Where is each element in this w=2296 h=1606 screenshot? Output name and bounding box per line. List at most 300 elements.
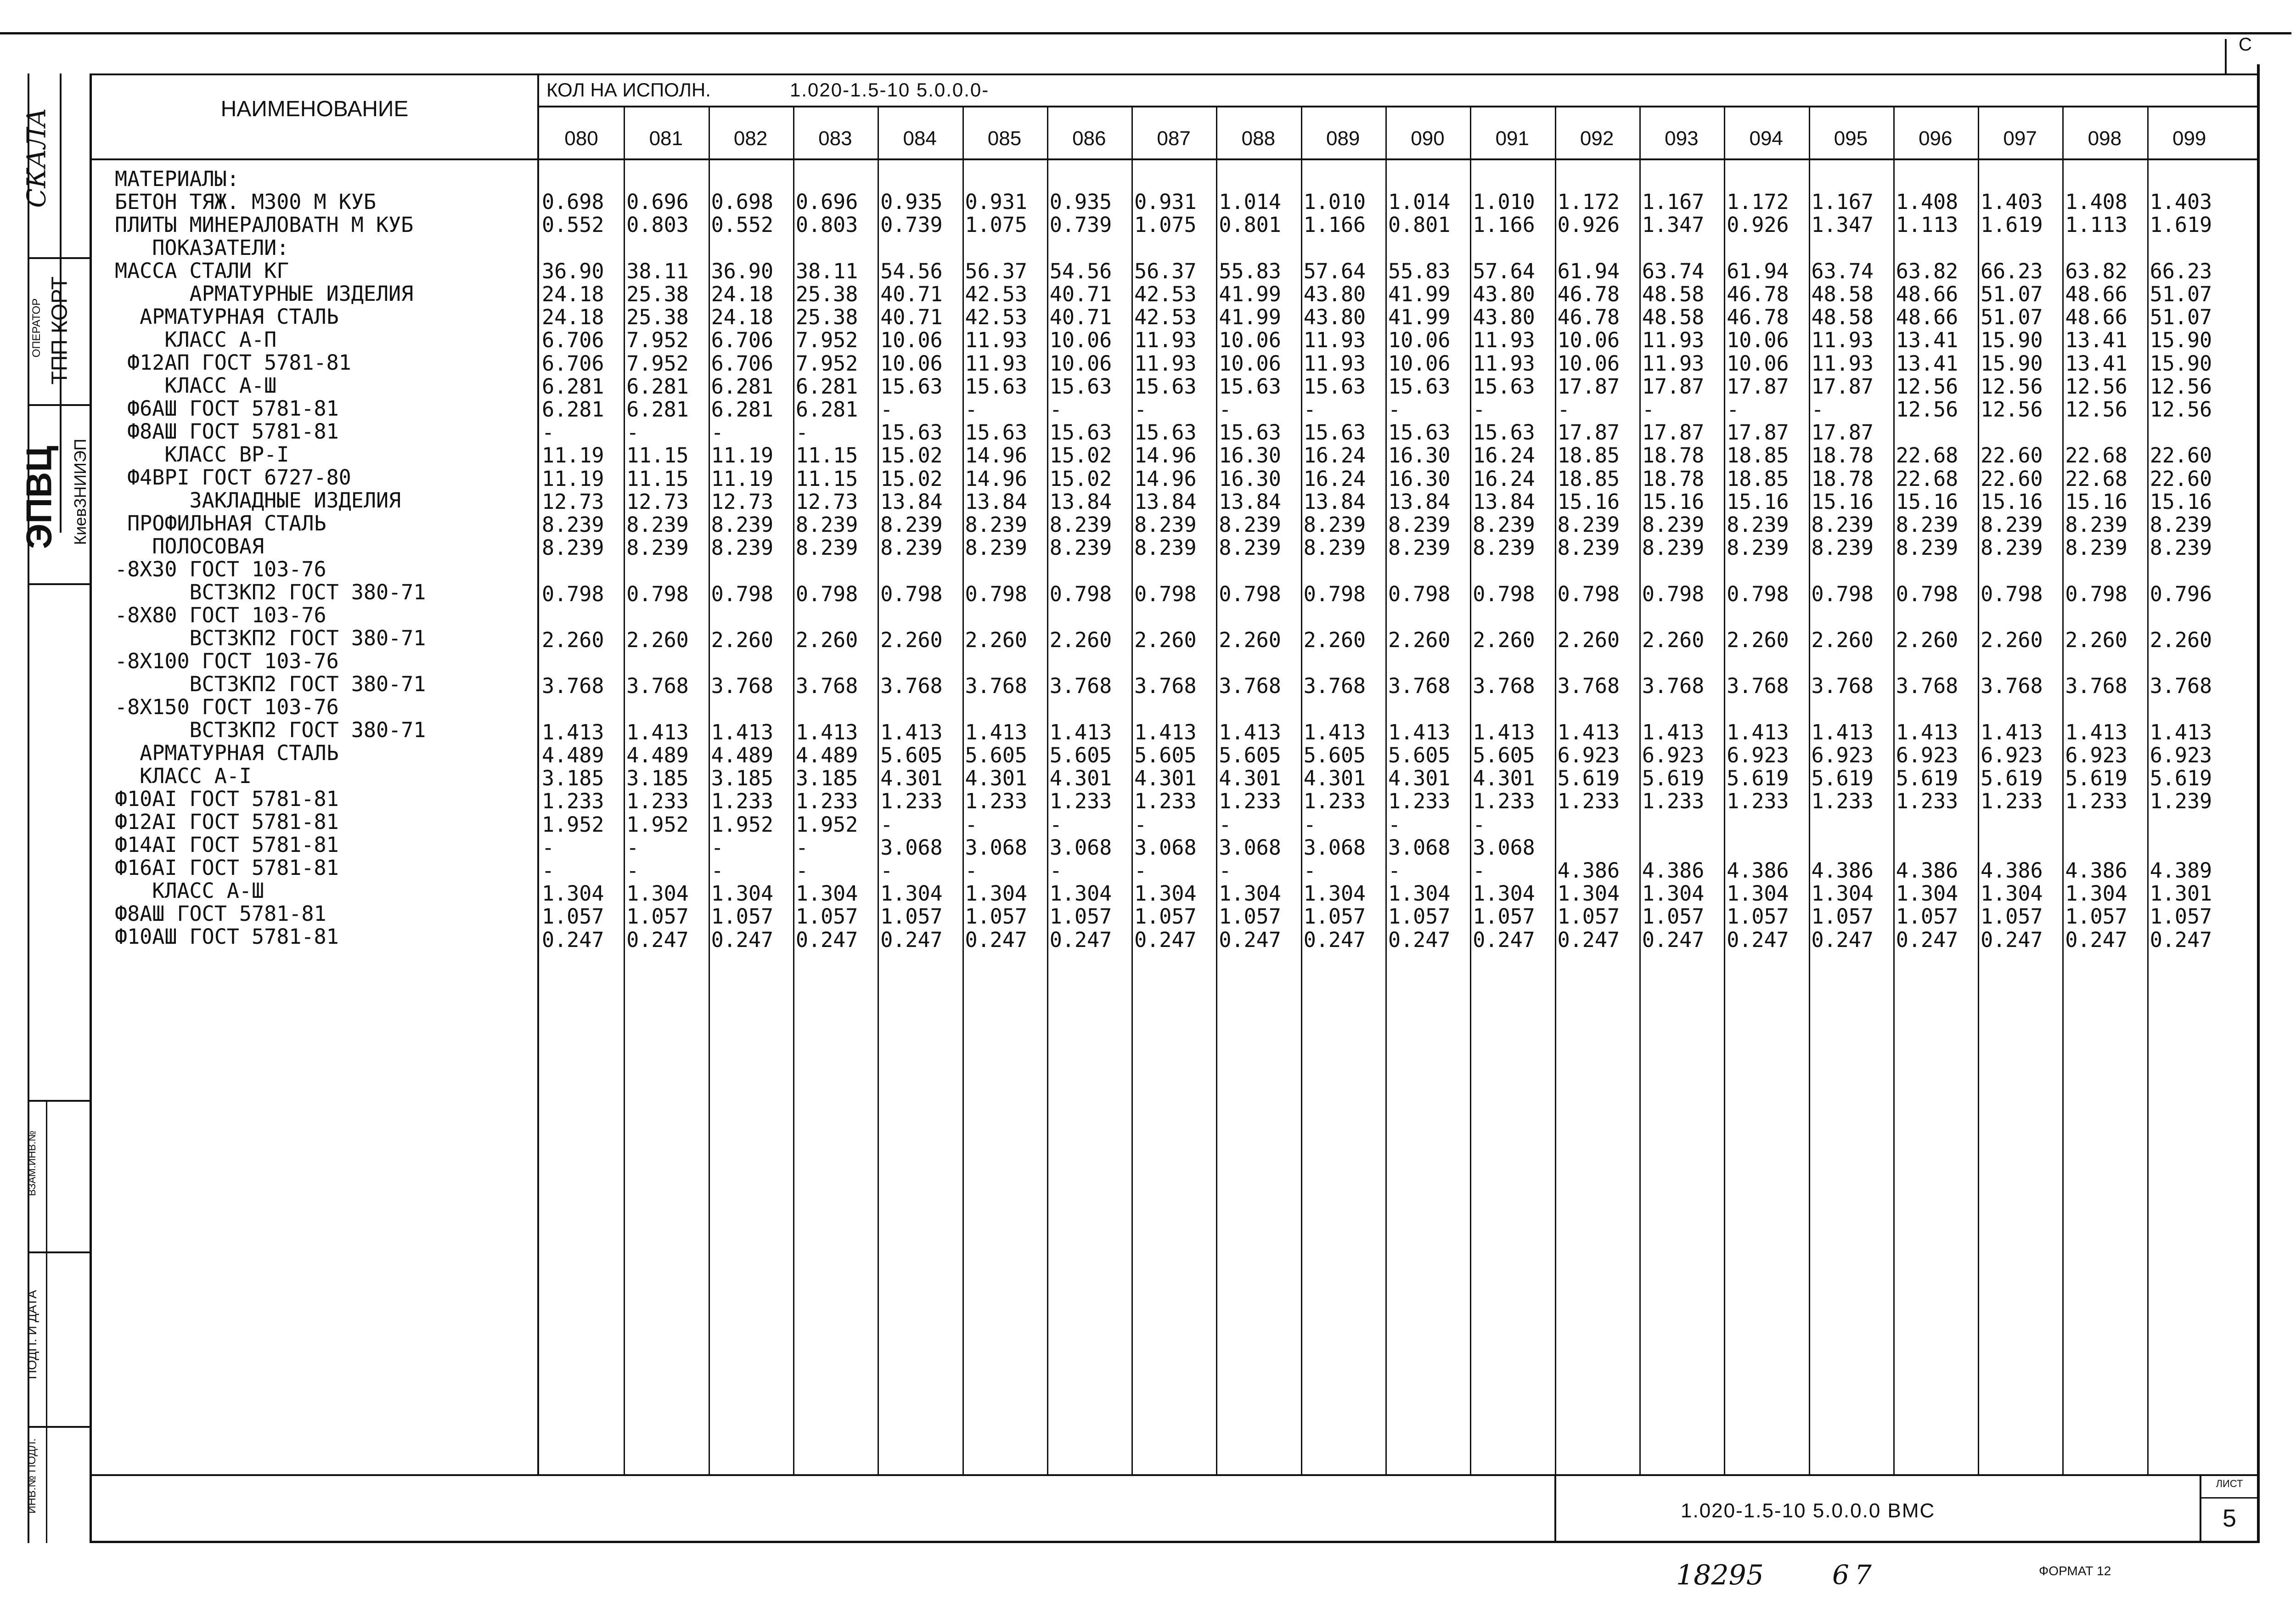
table-cell: 14.96 (1134, 443, 1197, 468)
table-cell: 1.233 (1557, 789, 1620, 814)
top-border-line (0, 32, 2291, 34)
table-cell: 0.739 (880, 213, 943, 237)
table-cell: 0.931 (1134, 190, 1197, 214)
row-name: Ф12АП ГОСТ 5781-81 (115, 350, 351, 375)
table-cell: 13.41 (1896, 328, 1958, 353)
table-cell: 5.619 (1896, 766, 1958, 791)
table-cell: 1.233 (1049, 789, 1112, 814)
table-cell: 0.247 (1303, 927, 1366, 952)
table-cell: - (1642, 397, 1654, 422)
table-cell: 3.768 (542, 674, 604, 699)
table-cell: 0.552 (711, 213, 774, 237)
table-cell: 17.87 (1557, 420, 1620, 445)
table-cell: 11.19 (711, 466, 774, 491)
table-cell: 15.16 (1896, 489, 1958, 514)
table-cell: 6.706 (542, 351, 604, 376)
table-cell: 12.56 (1896, 397, 1958, 422)
table-cell: 8.239 (880, 535, 943, 560)
column-code: 087 (1157, 127, 1191, 150)
table-cell: 0.739 (1049, 213, 1112, 237)
column-code: 091 (1495, 127, 1529, 150)
table-cell: 1.952 (542, 812, 604, 837)
table-cell: 1.172 (1557, 190, 1620, 214)
table-cell: 12.56 (2065, 374, 2127, 399)
table-cell: 1.057 (965, 904, 1027, 929)
code-label: КОЛ НА ИСПОЛН. (546, 79, 711, 101)
table-cell: 2.260 (2065, 628, 2127, 652)
table-cell: 4.301 (1219, 766, 1281, 791)
table-cell: - (1388, 397, 1401, 422)
table-cell: 0.247 (1388, 927, 1451, 952)
table-cell: - (1134, 858, 1147, 883)
table-cell: 11.93 (1303, 351, 1366, 376)
table-cell: 3.768 (1049, 674, 1112, 699)
table-cell: 6.923 (2065, 743, 2127, 767)
table-cell: 6.923 (1727, 743, 1789, 767)
table-cell: 8.239 (1049, 513, 1112, 537)
row-name: ВСТЗКП2 ГОСТ 380-71 (115, 672, 426, 696)
table-cell: 15.16 (1981, 489, 2043, 514)
table-cell: 1.619 (2150, 213, 2212, 237)
table-cell: 8.239 (1303, 535, 1366, 560)
table-cell: 0.247 (1811, 927, 1874, 952)
table-cell: 8.239 (965, 535, 1027, 560)
header-line-1 (537, 106, 2259, 107)
table-cell: 1.413 (1727, 720, 1789, 744)
table-cell: 1.167 (1642, 190, 1705, 214)
table-cell: - (626, 858, 639, 883)
side-stamp-div-4 (28, 1100, 90, 1102)
table-cell: 1.233 (542, 789, 604, 814)
table-cell: 43.80 (1303, 305, 1366, 330)
table-cell: 51.07 (2150, 282, 2212, 306)
table-cell: 40.71 (880, 282, 943, 306)
table-cell: 16.24 (1473, 466, 1535, 491)
table-cell: 8.239 (1219, 513, 1281, 537)
table-cell: 1.304 (542, 881, 604, 906)
table-cell: 8.239 (965, 513, 1027, 537)
column-code: 085 (987, 127, 1022, 150)
table-cell: 15.63 (1219, 374, 1281, 399)
table-cell: 1.233 (626, 789, 689, 814)
table-cell: 7.952 (795, 351, 858, 376)
table-cell: 22.68 (2065, 443, 2127, 468)
table-cell: 0.247 (626, 927, 689, 952)
row-name: ЗАКЛАДНЫЕ ИЗДЕЛИЯ (115, 488, 401, 513)
table-cell: 8.239 (626, 535, 689, 560)
table-cell: 6.281 (542, 374, 604, 399)
row-name: -8Х100 ГОСТ 103-76 (115, 649, 339, 673)
column-code: 082 (733, 127, 768, 150)
table-cell: 10.06 (1219, 351, 1281, 376)
table-cell: 1.304 (965, 881, 1027, 906)
table-cell: 2.260 (1219, 628, 1281, 652)
side-stamp-field-inv: ВЗАМ.ИНВ.№ (26, 1130, 38, 1196)
table-cell: 0.247 (1473, 927, 1535, 952)
table-cell: 15.63 (1049, 420, 1112, 445)
table-cell: 1.413 (1303, 720, 1366, 744)
table-cell: 12.56 (2065, 397, 2127, 422)
column-code: 096 (1919, 127, 1953, 150)
table-cell: 11.15 (795, 443, 858, 468)
table-cell: 0.247 (1049, 927, 1112, 952)
table-cell: 40.71 (880, 305, 943, 330)
row-name: МАТЕРИАЛЫ: (115, 167, 239, 191)
table-cell: 1.233 (1642, 789, 1705, 814)
table-cell: 1.233 (1219, 789, 1281, 814)
table-cell: 5.619 (1642, 766, 1705, 791)
side-stamp-div-5 (28, 1251, 90, 1253)
table-cell: 51.07 (2150, 305, 2212, 330)
table-cell: 56.37 (1134, 259, 1197, 283)
table-cell: 22.68 (2065, 466, 2127, 491)
table-cell: 11.93 (1642, 328, 1705, 353)
table-cell: - (1727, 397, 1739, 422)
frame-left (90, 73, 92, 1543)
row-name: Ф4ВРI ГОСТ 6727-80 (115, 465, 351, 490)
table-cell: 1.304 (1642, 881, 1705, 906)
table-cell: 10.06 (1388, 328, 1451, 353)
table-cell: - (1049, 812, 1062, 837)
table-cell: 2.260 (2150, 628, 2212, 652)
table-cell: 66.23 (1981, 259, 2043, 283)
table-cell: 38.11 (795, 259, 858, 283)
table-cell: 0.798 (1642, 581, 1705, 606)
table-cell: 66.23 (2150, 259, 2212, 283)
table-cell: 11.93 (1473, 351, 1535, 376)
table-cell: - (965, 397, 978, 422)
table-cell: 48.58 (1811, 282, 1874, 306)
table-cell: 15.63 (1388, 374, 1451, 399)
table-cell: 1.233 (1811, 789, 1874, 814)
table-cell: - (626, 420, 639, 445)
table-cell: 2.260 (1896, 628, 1958, 652)
table-cell: 8.239 (1219, 535, 1281, 560)
row-name: Ф8АШ ГОСТ 5781-81 (115, 419, 339, 444)
table-cell: 8.239 (1896, 513, 1958, 537)
table-cell: 1.304 (1557, 881, 1620, 906)
table-cell: 4.301 (1303, 766, 1366, 791)
table-cell: 8.239 (1642, 535, 1705, 560)
table-cell: 36.90 (542, 259, 604, 283)
table-cell: 1.304 (1811, 881, 1874, 906)
table-cell: 6.281 (795, 374, 858, 399)
table-cell: 0.247 (1642, 927, 1705, 952)
table-cell: 8.239 (2150, 513, 2212, 537)
table-cell: 2.260 (795, 628, 858, 652)
table-cell: 11.19 (542, 466, 604, 491)
table-cell: 1.233 (1727, 789, 1789, 814)
table-cell: 1.413 (626, 720, 689, 744)
table-cell: 15.63 (1388, 420, 1451, 445)
table-cell: 1.057 (711, 904, 774, 929)
table-cell: 46.78 (1727, 282, 1789, 306)
table-cell: 38.11 (626, 259, 689, 283)
table-cell: 6.923 (1981, 743, 2043, 767)
side-stamp-operator-value: ТПП КОРТ (47, 276, 72, 385)
table-cell: 54.56 (880, 259, 943, 283)
table-cell: 8.239 (795, 535, 858, 560)
table-cell: 18.78 (1811, 443, 1874, 468)
table-cell: 5.605 (1388, 743, 1451, 767)
table-cell: 1.233 (880, 789, 943, 814)
table-cell: 24.18 (711, 282, 774, 306)
table-cell: 3.768 (1303, 674, 1366, 699)
table-cell: 2.260 (1049, 628, 1112, 652)
table-cell: 1.304 (1049, 881, 1112, 906)
table-cell: 56.37 (965, 259, 1027, 283)
table-cell: 1.010 (1303, 190, 1366, 214)
table-cell: 1.413 (1388, 720, 1451, 744)
table-cell: 1.233 (965, 789, 1027, 814)
table-cell: 11.93 (1303, 328, 1366, 353)
table-cell: 1.057 (1811, 904, 1874, 929)
table-cell: 1.057 (1557, 904, 1620, 929)
table-cell: 42.53 (1134, 305, 1197, 330)
table-cell: 17.87 (1642, 420, 1705, 445)
table-cell: 63.82 (1896, 259, 1958, 283)
table-cell: 7.952 (626, 328, 689, 353)
table-cell: 1.057 (1219, 904, 1281, 929)
table-cell: 61.94 (1727, 259, 1789, 283)
table-cell: 1.952 (711, 812, 774, 837)
table-cell: 43.80 (1303, 282, 1366, 306)
code-value: 1.020-1.5-10 5.0.0.0- (790, 79, 990, 101)
table-cell: 0.798 (1219, 581, 1281, 606)
table-cell: 2.260 (1473, 628, 1535, 652)
table-cell: 8.239 (542, 535, 604, 560)
table-cell: 54.56 (1049, 259, 1112, 283)
table-cell: 0.798 (880, 581, 943, 606)
row-name: КЛАСС А-Ш (115, 373, 277, 398)
table-cell: 1.304 (1219, 881, 1281, 906)
table-cell: 3.068 (1388, 835, 1451, 860)
table-cell: 1.057 (1303, 904, 1366, 929)
table-cell: 61.94 (1557, 259, 1620, 283)
table-cell: 15.16 (1557, 489, 1620, 514)
table-cell: 11.15 (626, 443, 689, 468)
row-name: БЕТОН ТЯЖ. М300 М КУБ (115, 190, 376, 214)
table-cell: 4.386 (1727, 858, 1789, 883)
title-block-sheet-divider (2200, 1497, 2259, 1499)
table-cell: 6.923 (1811, 743, 1874, 767)
table-cell: 12.73 (542, 489, 604, 514)
table-cell: 10.06 (1557, 351, 1620, 376)
table-cell: 6.281 (626, 397, 689, 422)
side-stamp-div-3 (28, 583, 90, 585)
table-cell: 11.93 (965, 328, 1027, 353)
table-cell: 15.63 (965, 374, 1027, 399)
table-cell: - (1473, 812, 1486, 837)
table-cell: 1.014 (1388, 190, 1451, 214)
table-cell: - (1557, 397, 1570, 422)
table-cell: - (542, 420, 555, 445)
table-cell: 1.413 (880, 720, 943, 744)
table-cell: 15.63 (965, 420, 1027, 445)
table-cell: 48.66 (1896, 305, 1958, 330)
table-cell: 3.768 (965, 674, 1027, 699)
table-cell: 1.304 (626, 881, 689, 906)
table-cell: 12.56 (2150, 374, 2212, 399)
table-cell: 7.952 (795, 328, 858, 353)
table-cell: 14.96 (965, 443, 1027, 468)
table-cell: 0.801 (1388, 213, 1451, 237)
table-cell: 2.260 (1134, 628, 1197, 652)
table-cell: 1.166 (1303, 213, 1366, 237)
table-cell: 15.63 (1049, 374, 1112, 399)
table-cell: 18.78 (1642, 443, 1705, 468)
table-cell: 1.057 (1896, 904, 1958, 929)
table-cell: 8.239 (795, 513, 858, 537)
footer-handwritten-sheet: 67 (1832, 1559, 1877, 1590)
table-cell: 1.304 (711, 881, 774, 906)
column-code: 098 (2088, 127, 2122, 150)
table-cell: 1.413 (795, 720, 858, 744)
table-cell: 0.798 (795, 581, 858, 606)
table-cell: 17.87 (1811, 420, 1874, 445)
table-cell: 4.489 (711, 743, 774, 767)
table-cell: 4.386 (1811, 858, 1874, 883)
table-cell: 13.84 (1303, 489, 1366, 514)
table-cell: 15.16 (1811, 489, 1874, 514)
corner-mark: С (2239, 34, 2252, 55)
table-cell: 11.93 (1134, 351, 1197, 376)
table-cell: 1.057 (1049, 904, 1112, 929)
table-cell: 1.413 (2150, 720, 2212, 744)
table-cell: 2.260 (1811, 628, 1874, 652)
table-cell: - (795, 835, 808, 860)
table-cell: 5.605 (1473, 743, 1535, 767)
table-cell: 0.798 (1557, 581, 1620, 606)
table-cell: 11.19 (711, 443, 774, 468)
table-cell: 1.413 (1219, 720, 1281, 744)
table-cell: 63.74 (1642, 259, 1705, 283)
table-cell: 8.239 (1388, 513, 1451, 537)
table-cell: 1.413 (965, 720, 1027, 744)
table-cell: 1.239 (2150, 789, 2212, 814)
table-cell: 4.489 (542, 743, 604, 767)
table-cell: 15.63 (1473, 420, 1535, 445)
table-cell: 0.798 (1388, 581, 1451, 606)
table-cell: 3.068 (880, 835, 943, 860)
table-cell: 8.239 (1896, 535, 1958, 560)
table-cell: 0.798 (626, 581, 689, 606)
table-cell: 18.85 (1557, 443, 1620, 468)
table-cell: - (1303, 397, 1316, 422)
table-cell: 1.403 (1981, 190, 2043, 214)
table-cell: 0.798 (2065, 581, 2127, 606)
table-cell: 12.56 (1981, 397, 2043, 422)
table-cell: 25.38 (626, 282, 689, 306)
table-cell: 0.801 (1219, 213, 1281, 237)
table-cell: 3.768 (795, 674, 858, 699)
table-cell: 11.93 (1811, 351, 1874, 376)
table-cell: 0.798 (1727, 581, 1789, 606)
table-cell: 3.768 (2065, 674, 2127, 699)
table-cell: 2.260 (1303, 628, 1366, 652)
table-cell: 3.185 (711, 766, 774, 791)
table-cell: 1.413 (1811, 720, 1874, 744)
table-cell: 17.87 (1811, 374, 1874, 399)
table-cell: 8.239 (1134, 513, 1197, 537)
table-cell: 4.386 (1557, 858, 1620, 883)
column-code: 089 (1326, 127, 1360, 150)
table-cell: 3.185 (795, 766, 858, 791)
row-name: Ф6АШ ГОСТ 5781-81 (115, 396, 339, 421)
table-cell: 42.53 (965, 305, 1027, 330)
table-cell: 0.247 (1557, 927, 1620, 952)
table-cell: 13.84 (1049, 489, 1112, 514)
table-cell: 2.260 (1642, 628, 1705, 652)
table-cell: 0.926 (1557, 213, 1620, 237)
table-cell: 16.30 (1388, 466, 1451, 491)
frame-right (2257, 64, 2260, 1543)
table-cell: 1.075 (965, 213, 1027, 237)
table-cell: 18.85 (1557, 466, 1620, 491)
column-code: 097 (2003, 127, 2037, 150)
table-cell: 22.68 (1896, 443, 1958, 468)
table-cell: 0.796 (2150, 581, 2212, 606)
table-cell: 24.18 (542, 305, 604, 330)
table-cell: 25.38 (795, 282, 858, 306)
table-cell: 0.798 (1981, 581, 2043, 606)
title-block-sheet-label: ЛИСТ (2216, 1478, 2243, 1489)
table-cell: 0.247 (1896, 927, 1958, 952)
table-cell: 4.386 (1896, 858, 1958, 883)
table-cell: 0.696 (626, 190, 689, 214)
table-cell: 22.60 (1981, 443, 2043, 468)
table-cell: 2.260 (1981, 628, 2043, 652)
table-cell: 1.057 (2150, 904, 2212, 929)
table-cell: 1.113 (2065, 213, 2127, 237)
table-cell: 48.58 (1642, 305, 1705, 330)
table-cell: 0.247 (795, 927, 858, 952)
table-cell: 1.619 (1981, 213, 2043, 237)
table-cell: 15.16 (1727, 489, 1789, 514)
bottom-block-top (90, 1474, 2259, 1476)
table-cell: 13.84 (965, 489, 1027, 514)
table-cell: 3.068 (1473, 835, 1535, 860)
table-cell: 5.619 (1727, 766, 1789, 791)
table-cell: - (1303, 812, 1316, 837)
table-cell: 1.408 (1896, 190, 1958, 214)
table-cell: - (711, 835, 724, 860)
footer-handwritten-number: 18295 (1676, 1559, 1764, 1591)
table-cell: 10.06 (1727, 328, 1789, 353)
table-cell: 51.07 (1981, 282, 2043, 306)
table-cell: 5.605 (1134, 743, 1197, 767)
table-cell: 4.386 (1642, 858, 1705, 883)
table-cell: 1.010 (1473, 190, 1535, 214)
table-cell: 18.78 (1811, 466, 1874, 491)
table-cell: 1.413 (711, 720, 774, 744)
table-cell: 43.80 (1473, 305, 1535, 330)
row-name: Ф10АI ГОСТ 5781-81 (115, 787, 339, 811)
table-cell: - (711, 420, 724, 445)
table-cell: - (1219, 812, 1232, 837)
table-cell: 4.301 (1049, 766, 1112, 791)
row-name: АРМАТУРНАЯ СТАЛЬ (115, 741, 339, 765)
table-cell: 1.403 (2150, 190, 2212, 214)
table-cell: 22.68 (1896, 466, 1958, 491)
table-cell: - (880, 812, 893, 837)
table-cell: 3.768 (1557, 674, 1620, 699)
table-cell: 13.84 (1219, 489, 1281, 514)
table-cell: 13.84 (880, 489, 943, 514)
table-cell: 8.239 (1473, 535, 1535, 560)
table-cell: 8.239 (1557, 513, 1620, 537)
table-cell: 46.78 (1557, 282, 1620, 306)
